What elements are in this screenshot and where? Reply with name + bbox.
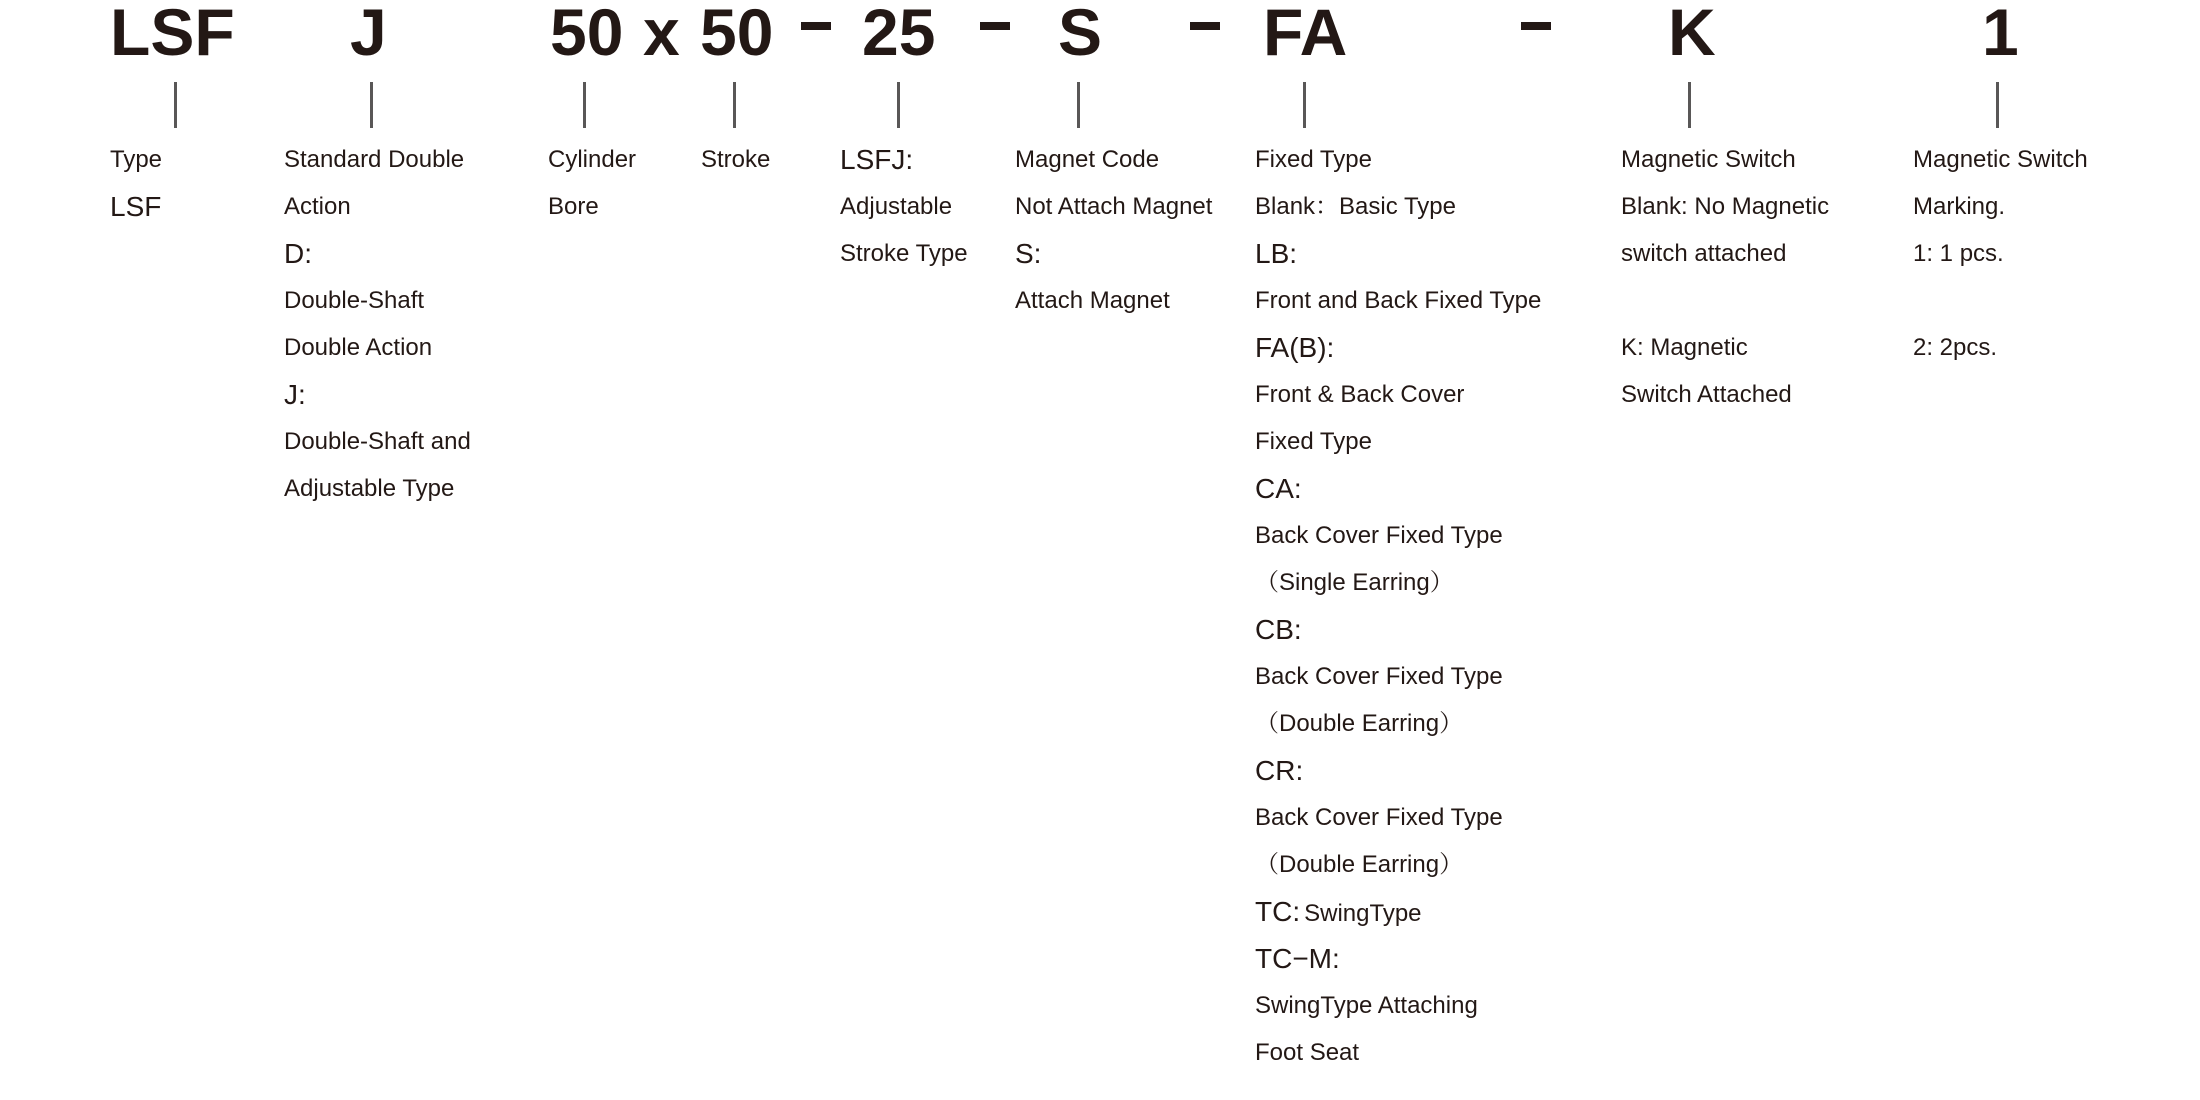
option-desc: Foot Seat xyxy=(1255,1039,1360,1066)
leader-line xyxy=(1996,82,1999,128)
code-switch: K xyxy=(1668,0,1716,69)
option-desc: Adjustable xyxy=(840,193,953,220)
column-title: Type xyxy=(110,146,163,173)
option-desc: Fixed Type xyxy=(1255,428,1372,455)
option-desc: Switch Attached xyxy=(1621,381,1792,408)
column-title: Magnetic Switch xyxy=(1913,146,2088,173)
option-key: LB: xyxy=(1255,238,1298,269)
option-desc: Back Cover Fixed Type xyxy=(1255,804,1503,831)
code-variant: J xyxy=(350,0,387,69)
column-title: Cylinder xyxy=(548,146,637,173)
column-magnetic-switch xyxy=(1621,136,1829,418)
code-series: LSF xyxy=(110,0,235,69)
option-desc: （Double Earring） xyxy=(1255,851,1464,878)
code-separator xyxy=(1190,22,1220,30)
option-key: CR: xyxy=(1255,755,1304,786)
option-desc: Double Action xyxy=(284,334,433,361)
column-title: Magnetic Switch xyxy=(1621,146,1796,173)
leader-line xyxy=(1077,82,1080,128)
option-desc: SwingType xyxy=(1304,900,1422,927)
column-title: Fixed Type xyxy=(1255,146,1372,173)
option-key: TC−M: xyxy=(1255,943,1340,974)
column-title: Marking. xyxy=(1913,193,2006,220)
column-bore xyxy=(548,136,636,230)
column-title: Stroke xyxy=(701,146,771,173)
option-desc: Blank: No Magnetic xyxy=(1621,193,1830,220)
option-key: LSFJ: xyxy=(840,144,914,175)
option-key: CA: xyxy=(1255,473,1302,504)
leader-line xyxy=(1688,82,1691,128)
option-desc: 1: 1 pcs. xyxy=(1913,240,2004,267)
column-marking xyxy=(1913,136,2088,371)
option-desc: （Double Earring） xyxy=(1255,710,1464,737)
code-bore: 50 xyxy=(550,0,624,69)
option-desc: Front & Back Cover xyxy=(1255,381,1465,408)
option-desc: Back Cover Fixed Type xyxy=(1255,522,1503,549)
option-desc: SwingType Attaching xyxy=(1255,992,1478,1019)
column-type xyxy=(110,136,162,230)
column-title: Action xyxy=(284,193,351,220)
option-desc: Stroke Type xyxy=(840,240,968,267)
column-title: Standard Double xyxy=(284,146,465,173)
column-stroke xyxy=(701,136,770,183)
option-key: D: xyxy=(284,238,312,269)
option-key: FA(B): xyxy=(1255,332,1335,363)
code-separator xyxy=(1521,22,1551,30)
option-key: S: xyxy=(1015,238,1042,269)
code-adjust: 25 xyxy=(862,0,936,69)
option-row xyxy=(1255,888,1541,935)
option-desc: Not Attach Magnet xyxy=(1015,193,1213,220)
code-magnet: S xyxy=(1058,0,1103,69)
option-value: LSF xyxy=(110,191,162,222)
spacer xyxy=(1621,277,1829,324)
option-desc: 2: 2pcs. xyxy=(1913,334,1998,361)
leader-line xyxy=(1303,82,1306,128)
option-desc: Front and Back Fixed Type xyxy=(1255,287,1542,314)
option-desc: Attach Magnet xyxy=(1015,287,1170,314)
code-separator xyxy=(801,22,831,30)
code-separator xyxy=(980,22,1010,30)
option-desc: switch attached xyxy=(1621,240,1787,267)
option-key: J: xyxy=(284,379,306,410)
option-desc: Adjustable Type xyxy=(284,475,455,502)
option-desc: （Single Earring） xyxy=(1255,569,1454,596)
option-desc: Double-Shaft and xyxy=(284,428,471,455)
option-desc: Back Cover Fixed Type xyxy=(1255,663,1503,690)
leader-line xyxy=(370,82,373,128)
column-title: Magnet Code xyxy=(1015,146,1160,173)
option-key: CB: xyxy=(1255,614,1302,645)
leader-line xyxy=(733,82,736,128)
code-count: 1 xyxy=(1982,0,2019,69)
code-stroke: 50 xyxy=(700,0,774,69)
code-mount: FA xyxy=(1263,0,1348,69)
option-desc: Blank：Basic Type xyxy=(1255,193,1456,220)
leader-line xyxy=(583,82,586,128)
option-key: TC: xyxy=(1255,896,1301,927)
option-desc: Double-Shaft xyxy=(284,287,425,314)
column-adjustable xyxy=(840,136,968,277)
column-fixed-type xyxy=(1255,136,1541,1076)
column-magnet xyxy=(1015,136,1212,324)
leader-line xyxy=(897,82,900,128)
spacer xyxy=(1913,277,2088,324)
leader-line xyxy=(174,82,177,128)
column-action xyxy=(284,136,471,512)
column-title: Bore xyxy=(548,193,599,220)
code-times: x xyxy=(643,0,680,69)
option-desc: K: Magnetic xyxy=(1621,334,1748,361)
